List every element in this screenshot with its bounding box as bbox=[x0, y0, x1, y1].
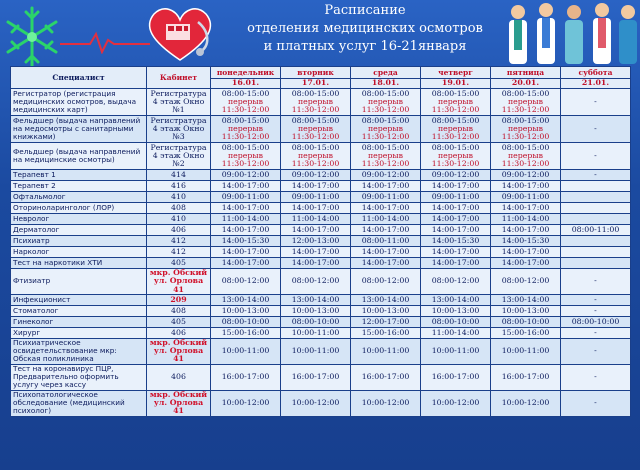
room-cell: 406 bbox=[147, 225, 211, 236]
time-cell: 08:00-10:00 bbox=[211, 316, 281, 327]
time-cell: 16:00-17:00 bbox=[491, 364, 561, 390]
time-cell: 14:00-15:30 bbox=[421, 236, 491, 247]
room-cell: мкр. Обский ул. Орлова 41 bbox=[147, 338, 211, 364]
time-cell bbox=[561, 236, 631, 247]
time-cell: 08:00-15:00 перерыв 11:30-12:00 bbox=[211, 89, 281, 116]
specialist-cell: Тест на наркотики ХТИ bbox=[11, 258, 147, 269]
specialist-cell: Офтальмолог bbox=[11, 192, 147, 203]
time-cell: - bbox=[561, 364, 631, 390]
room-cell: 408 bbox=[147, 203, 211, 214]
room-cell: Регистратура 4 этаж Окно №2 bbox=[147, 143, 211, 170]
room-cell: 412 bbox=[147, 236, 211, 247]
time-cell: 08:00-12:00 bbox=[421, 269, 491, 295]
title-line-2: отделения медицинских осмотров bbox=[247, 21, 483, 36]
title-line-1: Расписание bbox=[324, 3, 406, 18]
time-cell bbox=[561, 214, 631, 225]
time-cell: 09:00-11:00 bbox=[421, 192, 491, 203]
time-cell: 14:00-17:00 bbox=[211, 258, 281, 269]
time-cell: - bbox=[561, 338, 631, 364]
time-cell: 08:00-15:00 перерыв 11:30-12:00 bbox=[421, 116, 491, 143]
time-cell: 08:00-15:00 перерыв 11:30-12:00 bbox=[421, 89, 491, 116]
time-cell: 10:00-13:00 bbox=[281, 305, 351, 316]
time-cell: 12:00-17:00 bbox=[351, 316, 421, 327]
time-cell: 10:00-13:00 bbox=[491, 305, 561, 316]
heart-stethoscope-icon bbox=[140, 2, 220, 66]
specialist-cell: Гинеколог bbox=[11, 316, 147, 327]
table-row bbox=[11, 116, 631, 143]
table-row bbox=[11, 170, 631, 181]
time-cell: 11:00-14:00 bbox=[281, 214, 351, 225]
time-cell bbox=[561, 247, 631, 258]
date-cell: 16.01. bbox=[211, 79, 281, 89]
time-cell: 14:00-17:00 bbox=[491, 203, 561, 214]
time-cell: 14:00-17:00 bbox=[421, 214, 491, 225]
room-cell: мкр. Обский ул. Орлова 41 bbox=[147, 269, 211, 295]
time-cell: 15:00-16:00 bbox=[491, 327, 561, 338]
column-header: понедельник bbox=[211, 67, 281, 79]
time-cell: 13:00-14:00 bbox=[351, 294, 421, 305]
specialist-cell: Терапевт 1 bbox=[11, 170, 147, 181]
table-row bbox=[11, 143, 631, 170]
date-cell: 20.01. bbox=[491, 79, 561, 89]
page-title bbox=[230, 2, 500, 56]
time-cell: 15:00-16:00 bbox=[351, 327, 421, 338]
table-row bbox=[11, 269, 631, 295]
time-cell: 09:00-11:00 bbox=[281, 192, 351, 203]
time-cell: 08:00-15:00 перерыв 11:30-12:00 bbox=[491, 116, 561, 143]
specialist-cell: Тест на коронавирус ПЦР, Предварительно оформить услугу через кассу bbox=[11, 364, 147, 390]
time-cell: 14:00-17:00 bbox=[211, 247, 281, 258]
time-cell: 08:00-10:00 bbox=[281, 316, 351, 327]
time-cell: - bbox=[561, 143, 631, 170]
room-cell: 410 bbox=[147, 214, 211, 225]
column-header: четверг bbox=[421, 67, 491, 79]
time-cell: 14:00-17:00 bbox=[491, 225, 561, 236]
time-cell bbox=[561, 203, 631, 214]
time-cell: - bbox=[561, 269, 631, 295]
specialist-cell: Дерматолог bbox=[11, 225, 147, 236]
time-cell: 14:00-17:00 bbox=[351, 203, 421, 214]
time-cell: 10:00-11:00 bbox=[421, 338, 491, 364]
time-cell: 08:00-12:00 bbox=[211, 269, 281, 295]
time-cell: 10:00-11:00 bbox=[281, 338, 351, 364]
time-cell: 10:00-12:00 bbox=[211, 390, 281, 416]
specialist-cell: Невролог bbox=[11, 214, 147, 225]
specialist-cell: Фельдшер (выдача направлений на медосмотры с санитарными книжками) bbox=[11, 116, 147, 143]
time-cell: 14:00-17:00 bbox=[351, 258, 421, 269]
time-cell: 14:00-17:00 bbox=[281, 181, 351, 192]
specialist-cell: Инфекционист bbox=[11, 294, 147, 305]
time-cell: 08:00-15:00 перерыв 11:30-12:00 bbox=[351, 89, 421, 116]
date-cell: 19.01. bbox=[421, 79, 491, 89]
time-cell: - bbox=[561, 294, 631, 305]
room-cell: 405 bbox=[147, 258, 211, 269]
time-cell: 08:00-15:00 перерыв 11:30-12:00 bbox=[281, 89, 351, 116]
date-cell: 18.01. bbox=[351, 79, 421, 89]
room-cell: 406 bbox=[147, 327, 211, 338]
time-cell: 14:00-17:00 bbox=[421, 225, 491, 236]
room-cell: 408 bbox=[147, 305, 211, 316]
column-header: пятница bbox=[491, 67, 561, 79]
time-cell: 09:00-11:00 bbox=[491, 192, 561, 203]
time-cell: 10:00-12:00 bbox=[351, 390, 421, 416]
time-cell: 08:00-15:00 перерыв 11:30-12:00 bbox=[281, 143, 351, 170]
time-cell: - bbox=[561, 305, 631, 316]
column-header: среда bbox=[351, 67, 421, 79]
time-cell: 10:00-12:00 bbox=[281, 390, 351, 416]
room-cell: мкр. Обский ул. Орлова 41 bbox=[147, 390, 211, 416]
time-cell: 10:00-12:00 bbox=[491, 390, 561, 416]
time-cell: 14:00-17:00 bbox=[281, 247, 351, 258]
time-cell: 14:00-17:00 bbox=[211, 203, 281, 214]
table-body bbox=[11, 89, 631, 417]
time-cell: 14:00-17:00 bbox=[421, 247, 491, 258]
time-cell: - bbox=[561, 327, 631, 338]
specialist-cell: Психопатологическое обследование (медицинский психолог) bbox=[11, 390, 147, 416]
time-cell: 08:00-11:00 bbox=[561, 225, 631, 236]
time-cell: 08:00-15:00 перерыв 11:30-12:00 bbox=[211, 116, 281, 143]
table-row bbox=[11, 364, 631, 390]
time-cell: 08:00-15:00 перерыв 11:30-12:00 bbox=[421, 143, 491, 170]
time-cell: 11:00-14:00 bbox=[211, 214, 281, 225]
time-cell: 09:00-12:00 bbox=[281, 170, 351, 181]
table-row bbox=[11, 225, 631, 236]
time-cell: 16:00-17:00 bbox=[351, 364, 421, 390]
column-header: Кабинет bbox=[147, 67, 211, 89]
time-cell: 08:00-10:00 bbox=[491, 316, 561, 327]
time-cell: 14:00-17:00 bbox=[421, 258, 491, 269]
specialist-cell: Терапевт 2 bbox=[11, 181, 147, 192]
time-cell: 09:00-12:00 bbox=[351, 170, 421, 181]
time-cell: 08:00-11:00 bbox=[351, 236, 421, 247]
time-cell: 10:00-13:00 bbox=[421, 305, 491, 316]
time-cell: 13:00-14:00 bbox=[491, 294, 561, 305]
time-cell: 09:00-12:00 bbox=[491, 170, 561, 181]
time-cell: 14:00-17:00 bbox=[491, 258, 561, 269]
time-cell: 08:00-10:00 bbox=[421, 316, 491, 327]
time-cell: 14:00-17:00 bbox=[281, 258, 351, 269]
room-cell: Регистратура 4 этаж Окно №1 bbox=[147, 89, 211, 116]
table-row bbox=[11, 327, 631, 338]
table-row bbox=[11, 192, 631, 203]
time-cell: 14:00-17:00 bbox=[281, 225, 351, 236]
time-cell bbox=[561, 181, 631, 192]
schedule-table-wrap bbox=[10, 66, 630, 417]
time-cell: 10:00-11:00 bbox=[211, 338, 281, 364]
time-cell: 16:00-17:00 bbox=[281, 364, 351, 390]
room-cell: 416 bbox=[147, 181, 211, 192]
time-cell: 14:00-15:30 bbox=[211, 236, 281, 247]
time-cell: 10:00-13:00 bbox=[211, 305, 281, 316]
time-cell: 15:00-16:00 bbox=[211, 327, 281, 338]
time-cell: 11:00-14:00 bbox=[421, 327, 491, 338]
time-cell: 14:00-17:00 bbox=[281, 203, 351, 214]
time-cell: - bbox=[561, 89, 631, 116]
time-cell: 08:00-15:00 перерыв 11:30-12:00 bbox=[491, 143, 561, 170]
time-cell: 09:00-11:00 bbox=[211, 192, 281, 203]
time-cell: 13:00-14:00 bbox=[281, 294, 351, 305]
time-cell: - bbox=[561, 116, 631, 143]
table-row bbox=[11, 316, 631, 327]
time-cell: 13:00-14:00 bbox=[211, 294, 281, 305]
time-cell: 10:00-11:00 bbox=[351, 338, 421, 364]
table-row bbox=[11, 258, 631, 269]
ekg-line-icon bbox=[60, 30, 150, 54]
specialist-cell: Хирург bbox=[11, 327, 147, 338]
column-header: суббота bbox=[561, 67, 631, 79]
specialist-cell: Фтизиатр bbox=[11, 269, 147, 295]
time-cell: 14:00-17:00 bbox=[491, 247, 561, 258]
time-cell: 09:00-12:00 bbox=[211, 170, 281, 181]
table-row bbox=[11, 236, 631, 247]
time-cell: 08:00-15:00 перерыв 11:30-12:00 bbox=[491, 89, 561, 116]
time-cell: 13:00-14:00 bbox=[421, 294, 491, 305]
specialist-cell: Психиатрическое освидетельствование мкр: Обская поликлиника bbox=[11, 338, 147, 364]
time-cell: 12:00-13:00 bbox=[281, 236, 351, 247]
time-cell: 08:00-15:00 перерыв 11:30-12:00 bbox=[281, 116, 351, 143]
room-cell: 209 bbox=[147, 294, 211, 305]
specialist-cell: Оториноларинголог (ЛОР) bbox=[11, 203, 147, 214]
time-cell bbox=[561, 192, 631, 203]
time-cell: 08:00-10:00 bbox=[561, 316, 631, 327]
room-cell: 405 bbox=[147, 316, 211, 327]
time-cell: 14:00-17:00 bbox=[351, 225, 421, 236]
time-cell: 10:00-13:00 bbox=[351, 305, 421, 316]
doctors-illustration-icon bbox=[500, 0, 640, 64]
time-cell: 10:00-11:00 bbox=[281, 327, 351, 338]
room-cell: 410 bbox=[147, 192, 211, 203]
time-cell: 08:00-12:00 bbox=[351, 269, 421, 295]
time-cell: 14:00-17:00 bbox=[211, 181, 281, 192]
table-row bbox=[11, 390, 631, 416]
time-cell: 09:00-11:00 bbox=[351, 192, 421, 203]
time-cell: 08:00-15:00 перерыв 11:30-12:00 bbox=[351, 116, 421, 143]
time-cell: 14:00-17:00 bbox=[211, 225, 281, 236]
time-cell: 14:00-17:00 bbox=[491, 181, 561, 192]
time-cell: - bbox=[561, 170, 631, 181]
room-cell: 414 bbox=[147, 170, 211, 181]
time-cell: 14:00-17:00 bbox=[421, 203, 491, 214]
title-line-3: и платных услуг 16-21января bbox=[263, 39, 467, 54]
table-row bbox=[11, 305, 631, 316]
specialist-cell: Нарколог bbox=[11, 247, 147, 258]
date-cell: 17.01. bbox=[281, 79, 351, 89]
time-cell: 10:00-12:00 bbox=[421, 390, 491, 416]
time-cell: 08:00-15:00 перерыв 11:30-12:00 bbox=[211, 143, 281, 170]
time-cell: 16:00-17:00 bbox=[211, 364, 281, 390]
room-cell: 412 bbox=[147, 247, 211, 258]
time-cell: 08:00-12:00 bbox=[491, 269, 561, 295]
specialist-cell: Регистратор (регистрация медицинских осмотров, выдача медицинских карт) bbox=[11, 89, 147, 116]
table-row bbox=[11, 294, 631, 305]
date-cell: 21.01. bbox=[561, 79, 631, 89]
table-row bbox=[11, 338, 631, 364]
column-header: вторник bbox=[281, 67, 351, 79]
table-row bbox=[11, 214, 631, 225]
time-cell: 14:00-17:00 bbox=[351, 247, 421, 258]
time-cell: 14:00-15:30 bbox=[491, 236, 561, 247]
specialist-cell: Стоматолог bbox=[11, 305, 147, 316]
table-row bbox=[11, 181, 631, 192]
table-row bbox=[11, 247, 631, 258]
time-cell: 14:00-17:00 bbox=[421, 181, 491, 192]
time-cell: 08:00-15:00 перерыв 11:30-12:00 bbox=[351, 143, 421, 170]
specialist-cell: Фельдшер (выдача направлений на медицинские осмотры) bbox=[11, 143, 147, 170]
room-cell: Регистратура 4 этаж Окно №3 bbox=[147, 116, 211, 143]
time-cell: 11:00-14:00 bbox=[351, 214, 421, 225]
table-row bbox=[11, 203, 631, 214]
time-cell: 10:00-11:00 bbox=[491, 338, 561, 364]
snowflake-icon bbox=[4, 2, 60, 72]
time-cell: 16:00-17:00 bbox=[421, 364, 491, 390]
specialist-cell: Психиатр bbox=[11, 236, 147, 247]
time-cell: 08:00-12:00 bbox=[281, 269, 351, 295]
header bbox=[0, 0, 640, 64]
schedule-table bbox=[10, 66, 631, 417]
table-row bbox=[11, 89, 631, 116]
time-cell: 11:00-14:00 bbox=[491, 214, 561, 225]
time-cell: 09:00-12:00 bbox=[421, 170, 491, 181]
header-row bbox=[11, 67, 631, 79]
time-cell: 14:00-17:00 bbox=[351, 181, 421, 192]
column-header: Специалист bbox=[11, 67, 147, 89]
time-cell: - bbox=[561, 390, 631, 416]
room-cell: 406 bbox=[147, 364, 211, 390]
time-cell bbox=[561, 258, 631, 269]
